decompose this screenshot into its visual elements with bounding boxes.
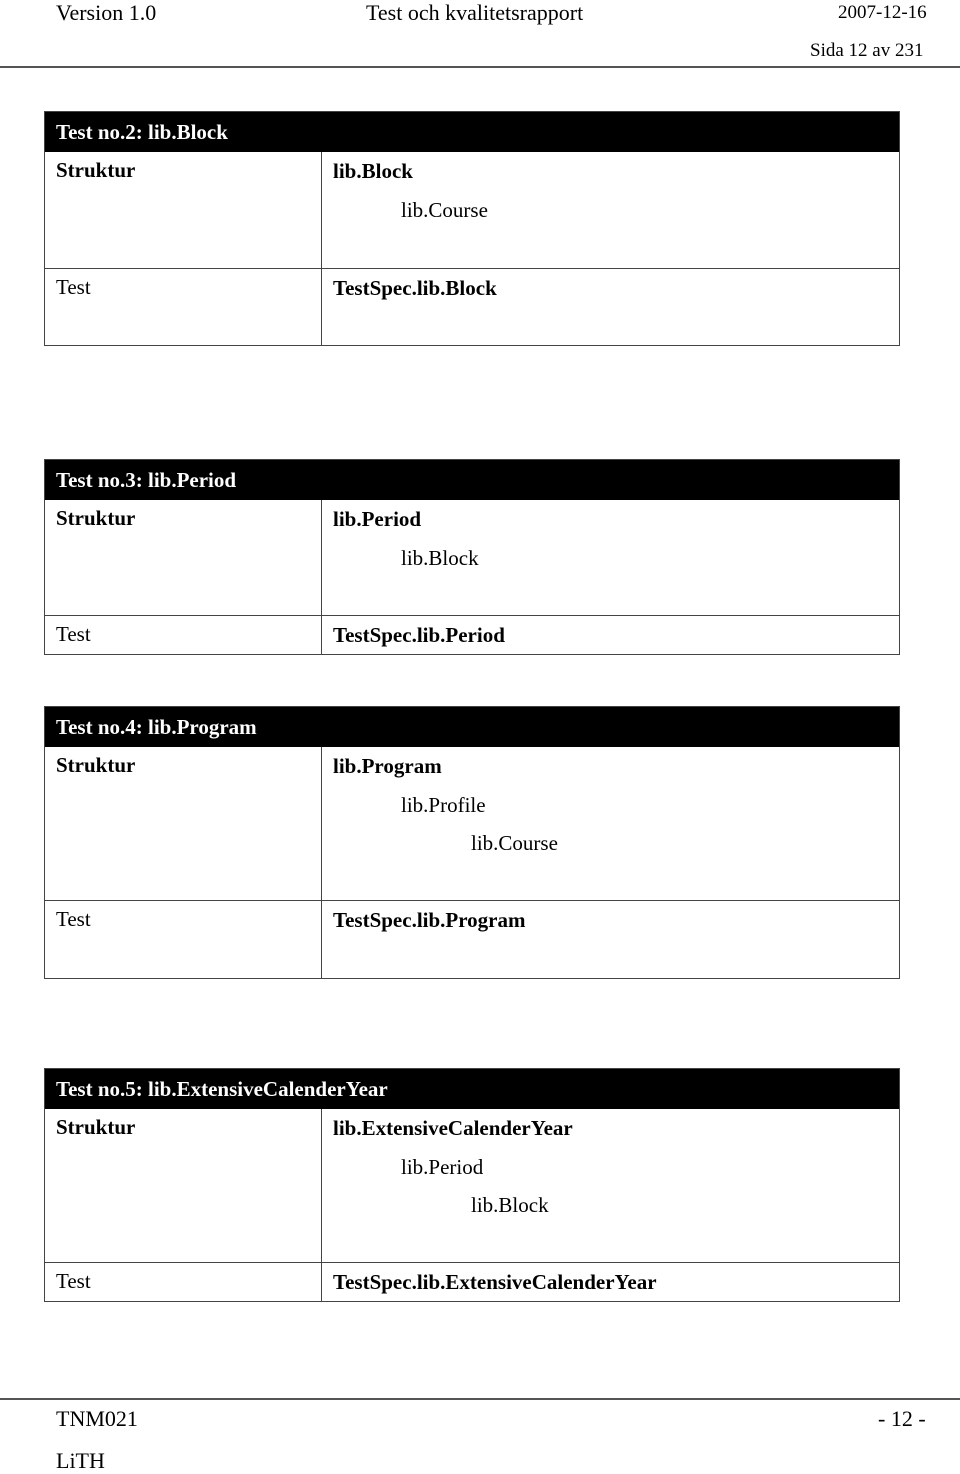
test-content bbox=[333, 616, 505, 655]
column-divider bbox=[321, 901, 322, 978]
test-label: Test bbox=[56, 275, 91, 299]
struktur-item: lib.Profile bbox=[401, 792, 486, 817]
footer-page-number: - 12 - bbox=[878, 1406, 926, 1431]
test-row bbox=[45, 900, 899, 978]
test-table-4 bbox=[44, 706, 900, 979]
footer-rule bbox=[0, 1398, 960, 1400]
struktur-item: lib.Program bbox=[333, 754, 442, 778]
test-table-5 bbox=[44, 1068, 900, 1302]
footer-course: TNM021 bbox=[56, 1406, 138, 1431]
struktur-item: lib.ExtensiveCalenderYear bbox=[333, 1116, 573, 1140]
table-title: Test no.2: lib.Block bbox=[45, 112, 899, 152]
test-table-2 bbox=[44, 111, 900, 346]
column-divider bbox=[321, 500, 322, 615]
test-content bbox=[333, 269, 497, 308]
struktur-row bbox=[45, 152, 899, 268]
struktur-item: lib.Period bbox=[333, 507, 422, 531]
header-rule bbox=[0, 66, 960, 68]
test-row bbox=[45, 1262, 899, 1301]
test-spec: TestSpec.lib.Block bbox=[333, 276, 497, 300]
test-row bbox=[45, 615, 899, 654]
struktur-item: lib.Block bbox=[401, 545, 479, 570]
struktur-label: Struktur bbox=[56, 1115, 136, 1139]
test-row bbox=[45, 268, 899, 345]
test-spec: TestSpec.lib.ExtensiveCalenderYear bbox=[333, 1270, 657, 1294]
struktur-content bbox=[333, 152, 488, 229]
struktur-item: lib.Course bbox=[401, 197, 488, 222]
column-divider bbox=[321, 1109, 322, 1262]
footer-org: LiTH bbox=[56, 1448, 105, 1473]
struktur-label: Struktur bbox=[56, 753, 136, 777]
struktur-content bbox=[333, 500, 479, 577]
header-date: 2007-12-16 bbox=[838, 2, 927, 23]
test-label: Test bbox=[56, 907, 91, 931]
test-label: Test bbox=[56, 622, 91, 646]
struktur-content bbox=[333, 1109, 573, 1225]
test-table-3 bbox=[44, 459, 900, 655]
struktur-row bbox=[45, 747, 899, 900]
struktur-item: lib.Period bbox=[401, 1154, 484, 1179]
test-spec: TestSpec.lib.Period bbox=[333, 623, 505, 647]
column-divider bbox=[321, 1263, 322, 1301]
table-title: Test no.3: lib.Period bbox=[45, 460, 899, 500]
test-spec: TestSpec.lib.Program bbox=[333, 908, 526, 932]
table-title: Test no.5: lib.ExtensiveCalenderYear bbox=[45, 1069, 899, 1109]
column-divider bbox=[321, 269, 322, 345]
header-version: Version 1.0 bbox=[56, 0, 157, 25]
header-title: Test och kvalitetsrapport bbox=[366, 0, 584, 25]
struktur-row bbox=[45, 500, 899, 615]
test-content bbox=[333, 1263, 657, 1302]
struktur-item: lib.Block bbox=[333, 159, 413, 183]
header-page: Sida 12 av 231 bbox=[810, 40, 924, 61]
struktur-row bbox=[45, 1109, 899, 1262]
struktur-label: Struktur bbox=[56, 506, 136, 530]
struktur-content bbox=[333, 747, 558, 863]
column-divider bbox=[321, 616, 322, 654]
test-label: Test bbox=[56, 1269, 91, 1293]
column-divider bbox=[321, 747, 322, 900]
table-title: Test no.4: lib.Program bbox=[45, 707, 899, 747]
struktur-item: lib.Block bbox=[471, 1193, 549, 1217]
struktur-label: Struktur bbox=[56, 158, 136, 182]
column-divider bbox=[321, 152, 322, 268]
struktur-item: lib.Course bbox=[471, 831, 558, 855]
test-content bbox=[333, 901, 526, 940]
